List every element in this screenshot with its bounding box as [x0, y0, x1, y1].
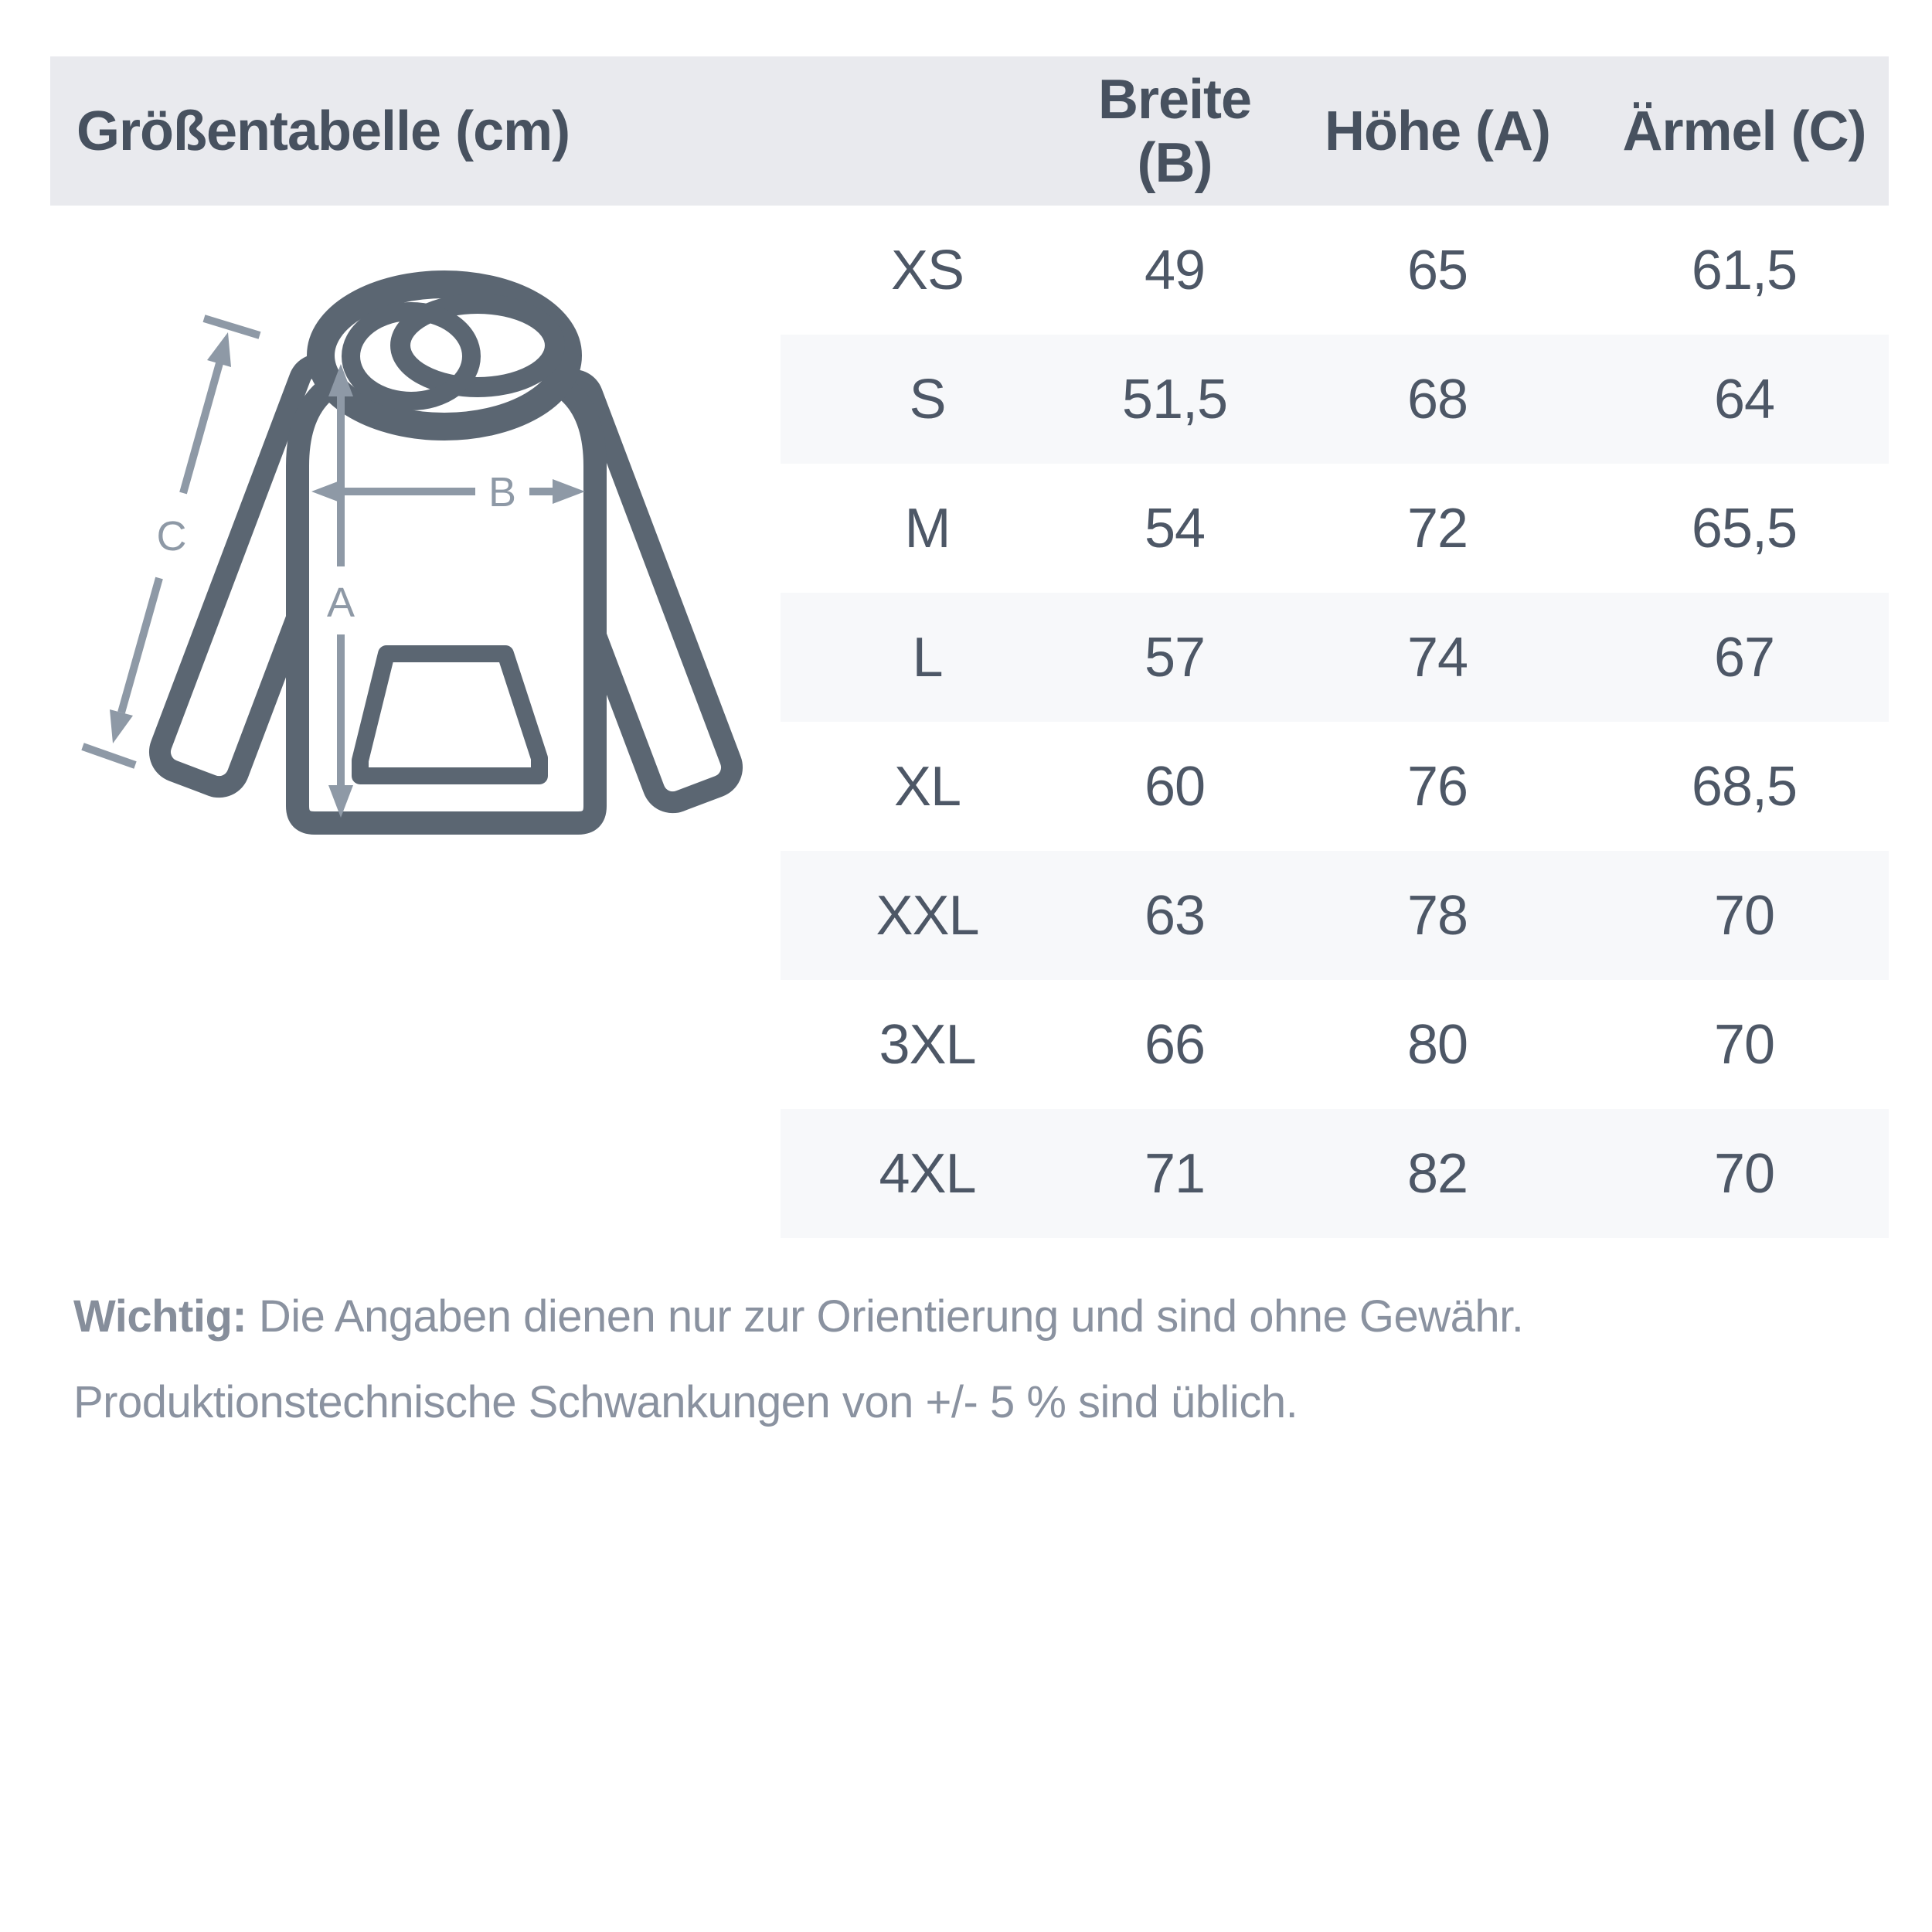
cell-breite: 51,5	[1121, 368, 1228, 430]
dimension-c-label: C	[156, 513, 187, 560]
row-cells	[781, 1109, 1889, 1238]
cell-hoehe: 65	[1406, 239, 1468, 301]
footer-line-1	[73, 1274, 1882, 1359]
row-cells	[781, 206, 1889, 335]
footer-note	[73, 1274, 1882, 1446]
hoodie-hood	[321, 284, 568, 427]
column-header-breite: Breite (B)	[1097, 68, 1252, 194]
hoodie-icon	[54, 205, 796, 900]
page-title: Größentabelle (cm)	[77, 100, 570, 162]
cell-aermel: 64	[1713, 368, 1775, 430]
footer-line-2: Produktionstechnische Schwankungen von +/- 5 % sind üblich.	[73, 1377, 1298, 1428]
row-cells	[781, 335, 1889, 464]
cell-aermel: 70	[1713, 884, 1775, 947]
cell-breite: 60	[1144, 755, 1206, 818]
hoodie-diagram	[54, 205, 796, 900]
cell-breite: 66	[1144, 1013, 1206, 1076]
cell-breite: 49	[1144, 239, 1206, 301]
row-cells	[781, 593, 1889, 722]
cell-size: L	[912, 626, 943, 689]
cell-size: XL	[893, 755, 961, 818]
cell-hoehe: 82	[1406, 1142, 1468, 1205]
cell-aermel: 70	[1713, 1142, 1775, 1205]
cell-size: S	[909, 368, 946, 430]
cell-hoehe: 78	[1406, 884, 1468, 947]
cell-breite: 71	[1144, 1142, 1206, 1205]
row-cells	[781, 722, 1889, 851]
cell-hoehe: 76	[1406, 755, 1468, 818]
row-cells	[781, 851, 1889, 980]
footer-line-1-text: Die Angaben dienen nur zur Orientierung und sind ohne Gewähr.	[247, 1291, 1524, 1342]
cell-size: XXL	[876, 884, 979, 947]
cell-size: M	[904, 497, 951, 560]
table-row	[50, 1109, 1889, 1238]
cell-hoehe: 80	[1406, 1013, 1468, 1076]
cell-hoehe: 74	[1406, 626, 1468, 689]
cell-size: 3XL	[879, 1013, 976, 1076]
column-header-aermel: Ärmel (C)	[1622, 100, 1866, 162]
cell-breite: 63	[1144, 884, 1206, 947]
cell-breite: 54	[1144, 497, 1206, 560]
dimension-b-label: B	[488, 469, 517, 515]
cell-hoehe: 68	[1406, 368, 1468, 430]
cell-size: 4XL	[879, 1142, 976, 1205]
footer-important-label: Wichtig:	[73, 1291, 247, 1342]
cell-aermel: 68,5	[1691, 755, 1798, 818]
cell-size: XS	[890, 239, 964, 301]
hoodie-pocket	[360, 654, 539, 776]
row-spacer	[50, 980, 781, 1109]
row-cells	[781, 464, 1889, 593]
cell-aermel: 61,5	[1691, 239, 1798, 301]
cell-aermel: 70	[1713, 1013, 1775, 1076]
row-spacer	[50, 1109, 781, 1238]
column-header-hoehe: Höhe (A)	[1325, 100, 1550, 162]
table-row	[50, 980, 1889, 1109]
cell-hoehe: 72	[1406, 497, 1468, 560]
cell-aermel: 65,5	[1691, 497, 1798, 560]
cell-aermel: 67	[1713, 626, 1775, 689]
table-header	[50, 56, 1889, 206]
cell-breite: 57	[1144, 626, 1206, 689]
row-cells	[781, 980, 1889, 1109]
dimension-a-label: A	[326, 580, 355, 626]
